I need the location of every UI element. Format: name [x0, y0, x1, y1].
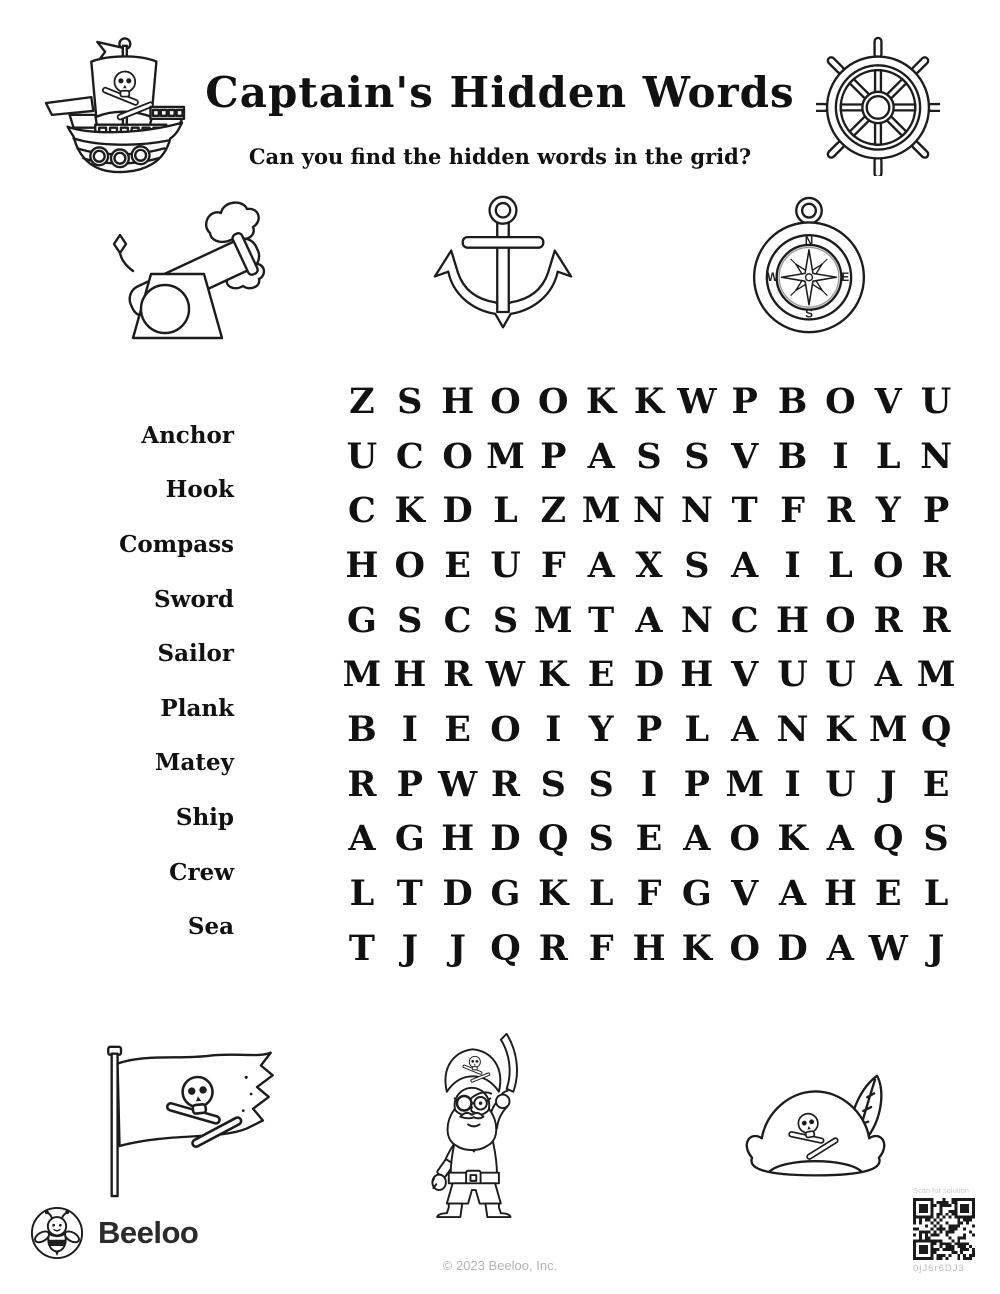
grid-cell: K — [825, 708, 856, 750]
grid-cell: O — [394, 544, 426, 586]
grid-cell: D — [442, 490, 473, 532]
page-title: Captain's Hidden Words — [205, 68, 795, 117]
grid-cell: B — [777, 435, 808, 477]
grid-cell: P — [635, 708, 663, 750]
grid-cell: B — [347, 708, 377, 750]
grid-cell: W — [677, 380, 717, 422]
grid-cell: V — [874, 380, 902, 422]
grid-cell: K — [538, 873, 569, 915]
grid-cell: E — [874, 873, 902, 915]
grid-cell: R — [538, 927, 568, 969]
grid-cell: Z — [540, 490, 567, 532]
grid-cell: R — [873, 599, 903, 641]
grid-cell: R — [490, 763, 520, 805]
grid-cell: Y — [588, 708, 614, 750]
grid-cell: R — [921, 599, 951, 641]
grid-cell: Y — [875, 490, 901, 532]
grid-cell: U — [825, 763, 856, 805]
grid-cell: O — [490, 380, 521, 422]
grid-cell: A — [587, 435, 615, 477]
grid-cell: K — [777, 818, 808, 860]
grid-cell: U — [490, 544, 521, 586]
grid-cell: L — [588, 873, 614, 915]
grid-cell: O — [729, 927, 760, 969]
grid-cell: F — [636, 873, 662, 915]
grid-cell: C — [347, 490, 376, 532]
grid-cell: H — [775, 599, 810, 641]
grid-cell: M — [868, 708, 908, 750]
anchor-icon — [427, 193, 579, 335]
word-list-item: Ship — [175, 803, 234, 831]
grid-cell: H — [393, 654, 427, 696]
word-search-grid — [338, 374, 960, 976]
grid-cell: W — [868, 927, 908, 969]
grid-cell: S — [684, 435, 710, 477]
word-list-item: Plank — [160, 694, 234, 722]
grid-cell: E — [922, 763, 950, 805]
pirate-hat-icon — [740, 1068, 892, 1190]
grid-cell: T — [588, 599, 615, 641]
grid-cell: M — [916, 654, 956, 696]
grid-cell: D — [490, 818, 521, 860]
grid-cell: S — [588, 763, 614, 805]
grid-cell: L — [828, 544, 853, 586]
grid-cell: O — [825, 380, 856, 422]
grid-cell: P — [922, 490, 950, 532]
grid-cell: L — [684, 708, 710, 750]
grid-cell: K — [585, 380, 617, 422]
grid-cell: T — [348, 927, 375, 969]
grid-cell: A — [587, 544, 615, 586]
grid-cell: H — [823, 873, 857, 915]
page-subtitle: Can you find the hidden words in the grid? — [248, 144, 752, 169]
grid-cell: R — [921, 544, 951, 586]
grid-cell: M — [581, 490, 621, 532]
grid-cell: B — [777, 380, 808, 422]
word-list-item: Crew — [169, 858, 234, 886]
grid-cell: F — [588, 927, 614, 969]
grid-cell: A — [874, 654, 902, 696]
grid-cell: L — [875, 435, 901, 477]
grid-cell: E — [444, 708, 471, 750]
grid-cell: I — [401, 708, 418, 750]
grid-cell: L — [349, 873, 375, 915]
grid-cell: Q — [920, 708, 952, 750]
grid-cell: U — [346, 435, 378, 477]
grid-cell: P — [731, 380, 758, 422]
beeloo-bee-icon — [30, 1206, 84, 1260]
grid-cell: I — [784, 763, 801, 805]
grid-cell: L — [493, 490, 518, 532]
grid-cell: V — [731, 435, 759, 477]
grid-cell: N — [680, 599, 713, 641]
grid-cell: Z — [349, 380, 375, 422]
ships-wheel-icon — [816, 34, 940, 176]
grid-cell: A — [778, 873, 807, 915]
grid-cell: O — [442, 435, 473, 477]
word-list — [38, 408, 234, 954]
pirate-flag-icon — [100, 1038, 305, 1200]
grid-cell: E — [444, 544, 471, 586]
grid-cell: W — [485, 654, 526, 696]
grid-cell: M — [725, 763, 765, 805]
grid-cell: P — [396, 763, 423, 805]
grid-cell: U — [777, 654, 808, 696]
word-list-item: Sword — [154, 585, 234, 613]
compass-label-e: E — [841, 271, 850, 285]
grid-cell: O — [729, 818, 760, 860]
grid-cell: J — [401, 927, 419, 969]
grid-cell: K — [681, 927, 713, 969]
brand-name: Beeloo — [98, 1215, 199, 1250]
grid-cell: X — [635, 544, 663, 586]
compass-icon — [750, 193, 868, 340]
grid-cell: G — [490, 873, 521, 915]
grid-cell: M — [486, 435, 525, 477]
grid-cell: D — [777, 927, 808, 969]
grid-cell: L — [923, 873, 949, 915]
grid-cell: F — [780, 490, 805, 532]
grid-cell: O — [490, 708, 521, 750]
grid-cell: E — [587, 654, 615, 696]
grid-cell: O — [825, 599, 856, 641]
grid-cell: A — [731, 708, 759, 750]
grid-cell: H — [441, 818, 475, 860]
grid-cell: N — [920, 435, 953, 477]
qr-block — [913, 1186, 981, 1274]
grid-cell: S — [588, 818, 614, 860]
grid-cell: S — [923, 818, 949, 860]
grid-cell: A — [826, 818, 854, 860]
grid-cell: S — [492, 599, 519, 641]
word-list-item: Sailor — [157, 640, 234, 668]
grid-cell: C — [730, 599, 759, 641]
grid-cell: I — [832, 435, 849, 477]
grid-cell: A — [635, 599, 663, 641]
grid-cell: D — [442, 873, 473, 915]
grid-cell: Q — [872, 818, 904, 860]
grid-cell: O — [872, 544, 904, 586]
grid-cell: A — [348, 818, 376, 860]
grid-cell: I — [545, 708, 562, 750]
grid-cell: T — [396, 873, 423, 915]
grid-cell: G — [394, 818, 425, 860]
grid-cell: U — [825, 654, 856, 696]
grid-cell: W — [437, 763, 478, 805]
grid-cell: S — [636, 435, 662, 477]
grid-cell: D — [633, 654, 665, 696]
compass-label-w: W — [767, 271, 779, 285]
word-list-item: Matey — [155, 749, 234, 777]
grid-cell: H — [441, 380, 475, 422]
grid-cell: A — [826, 927, 854, 969]
grid-cell: S — [397, 380, 423, 422]
grid-cell: K — [538, 654, 569, 696]
grid-cell: J — [879, 763, 897, 805]
grid-cell: N — [680, 490, 713, 532]
pirate-ship-icon — [40, 36, 188, 176]
grid-cell: P — [540, 435, 567, 477]
grid-cell: E — [635, 818, 663, 860]
grid-cell: F — [540, 544, 566, 586]
grid-cell: H — [632, 927, 666, 969]
grid-cell: C — [443, 599, 472, 641]
grid-cell: P — [683, 763, 710, 805]
compass-label-n: N — [804, 234, 814, 248]
qr-code-text: 0jJ6r6DJ3 — [913, 1263, 965, 1274]
pirate-captain-icon — [398, 1030, 568, 1218]
grid-cell: I — [640, 763, 658, 805]
grid-cell: R — [347, 763, 377, 805]
grid-cell: V — [731, 873, 759, 915]
grid-cell: U — [920, 380, 952, 422]
word-list-item: Compass — [119, 530, 234, 558]
qr-code — [913, 1198, 975, 1260]
grid-cell: R — [825, 490, 855, 532]
cannon-icon — [105, 195, 275, 340]
grid-cell: G — [346, 599, 377, 641]
word-list-item: Anchor — [141, 421, 234, 449]
grid-cell: S — [397, 599, 423, 641]
grid-cell: C — [395, 435, 424, 477]
grid-cell: K — [633, 380, 665, 422]
compass-label-s: S — [805, 307, 813, 321]
grid-cell: R — [443, 654, 473, 696]
grid-cell: Q — [538, 818, 569, 860]
grid-cell: S — [540, 763, 566, 805]
word-list-item: Sea — [187, 913, 234, 941]
grid-cell: Q — [490, 927, 521, 969]
grid-cell: H — [345, 544, 379, 586]
qr-label: Scan for solution — [913, 1186, 969, 1195]
grid-cell: J — [927, 927, 945, 969]
grid-cell: S — [684, 544, 710, 586]
grid-cell: K — [394, 490, 425, 532]
grid-cell: G — [681, 873, 712, 915]
word-list-item: Hook — [165, 476, 234, 504]
grid-cell: I — [784, 544, 801, 586]
grid-cell: N — [776, 708, 809, 750]
grid-cell: A — [683, 818, 711, 860]
grid-cell: O — [538, 380, 569, 422]
grid-cell: N — [632, 490, 665, 532]
grid-cell: T — [731, 490, 758, 532]
copyright-text: © 2023 Beeloo, Inc. — [442, 1258, 558, 1273]
grid-cell: V — [731, 654, 759, 696]
grid-cell: J — [449, 927, 466, 969]
grid-cell: M — [342, 654, 382, 696]
grid-cell: M — [533, 599, 573, 641]
grid-cell: H — [680, 654, 714, 696]
grid-cell: A — [731, 544, 759, 586]
brand-logo — [30, 1206, 198, 1260]
